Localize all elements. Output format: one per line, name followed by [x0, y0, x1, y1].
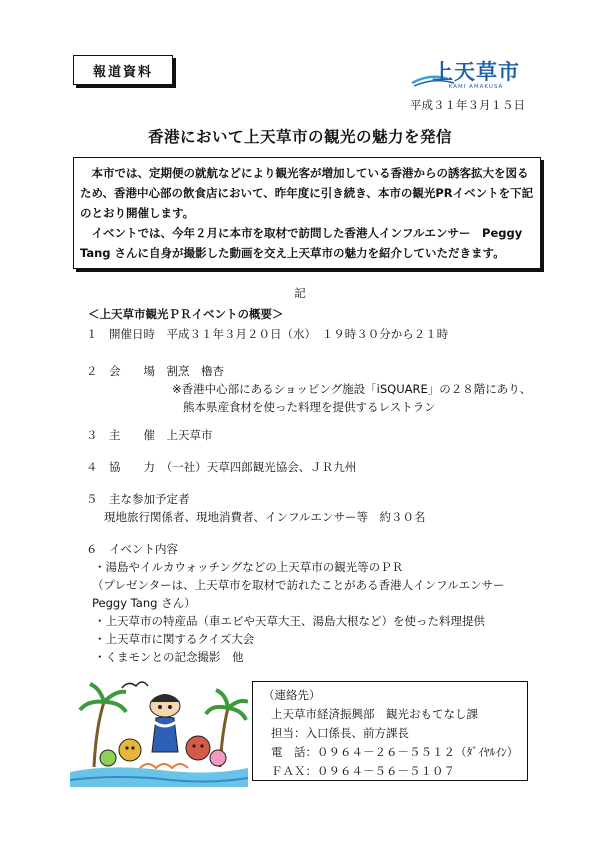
logo-graphic — [410, 55, 535, 89]
item-participants: ５ 主な参加予定者 — [86, 492, 190, 506]
item-venue-note-2: 熊本県産食材を使った料理を提供するレストラン — [183, 400, 436, 414]
page-title: 香港において上天草市の観光の魅力を発信 — [147, 128, 452, 146]
summary-box — [73, 157, 541, 269]
item-organizer: ３ 主 催 上天草市 — [86, 428, 213, 442]
event-bullet-quiz: ・上天草市に関するクイズ大会 — [94, 632, 255, 646]
item-participants-detail: 現地旅行関係者、現地消費者、インフルエンサー等 約３０名 — [104, 510, 426, 524]
event-bullet-kumamon: ・くまモンとの記念撮影 他 — [94, 650, 244, 664]
press-release-label — [73, 55, 173, 85]
press-release-label-text: 報道資料 — [92, 64, 153, 80]
contact-department: 上天草市経済振興部 観光おもてなし課 — [271, 707, 478, 721]
event-bullet-food: ・上天草市の特産品（車エビや天草大王、湯島大根など）を使った料理提供 — [94, 614, 485, 628]
mascot-illustration — [70, 672, 248, 787]
ki-marker: 記 — [294, 286, 306, 300]
mascot-graphic — [70, 672, 248, 787]
logo-text: 上天草市 — [432, 60, 520, 84]
summary-paragraph-2: イベントでは、今年２月に本市を取材で訪問した香港人インフルエンサー Peggy Tang さんに自身が撮影した動画を交え上天草市の魅力を紹介していただきます。 — [80, 226, 523, 260]
release-date: 平成３１年３月１５日 — [410, 98, 525, 112]
item-date-time: １ 開催日時 平成３１年３月２０日（水） １９時３０分から２１時 — [86, 327, 449, 341]
kamiamakusa-logo — [410, 55, 535, 89]
event-bullet-pr: ・湯島やイルカウォッチングなどの上天草市の観光等のＰＲ — [94, 560, 404, 574]
item-venue-note-1: ※香港中心部にあるショッピング施設「iSQUARE」の２８階にあり、 — [172, 382, 532, 396]
event-bullet-presenter-name: Peggy Tang さん） — [92, 596, 196, 610]
item-venue: ２ 会 場 割烹 櫓杏 — [86, 364, 224, 378]
section-title: ＜上天草市観光ＰＲイベントの概要＞ — [88, 307, 284, 321]
contact-heading: （連絡先） — [263, 688, 321, 702]
item-event-content: ６ イベント内容 — [86, 542, 178, 556]
contact-phone: 電 話：０９６４－２６－５５１２（ﾀﾞｲﾔﾙｲﾝ） — [271, 745, 519, 759]
event-bullet-presenter: （プレゼンターは、上天草市を取材で訪れたことがある香港人インフルエンサー — [92, 578, 505, 592]
summary-paragraph-1: 本市では、定期便の就航などにより観光客が増加している香港からの誘客拡大を図るため、香港中心部の飲食店において、昨年度に引き続き、本市の観光PRイベントを下記のとおり開催します。 — [80, 166, 534, 220]
item-cooperation: ４ 協 力 （一社）天草四郎観光協会、ＪＲ九州 — [86, 460, 357, 474]
logo-subtext: KAMI AMAKUSA — [448, 84, 504, 89]
contact-person: 担当：入口係長、前方課長 — [271, 726, 409, 740]
contact-box — [252, 681, 528, 781]
contact-fax: ＦＡＸ：０９６４－５６－５１０７ — [271, 764, 455, 778]
